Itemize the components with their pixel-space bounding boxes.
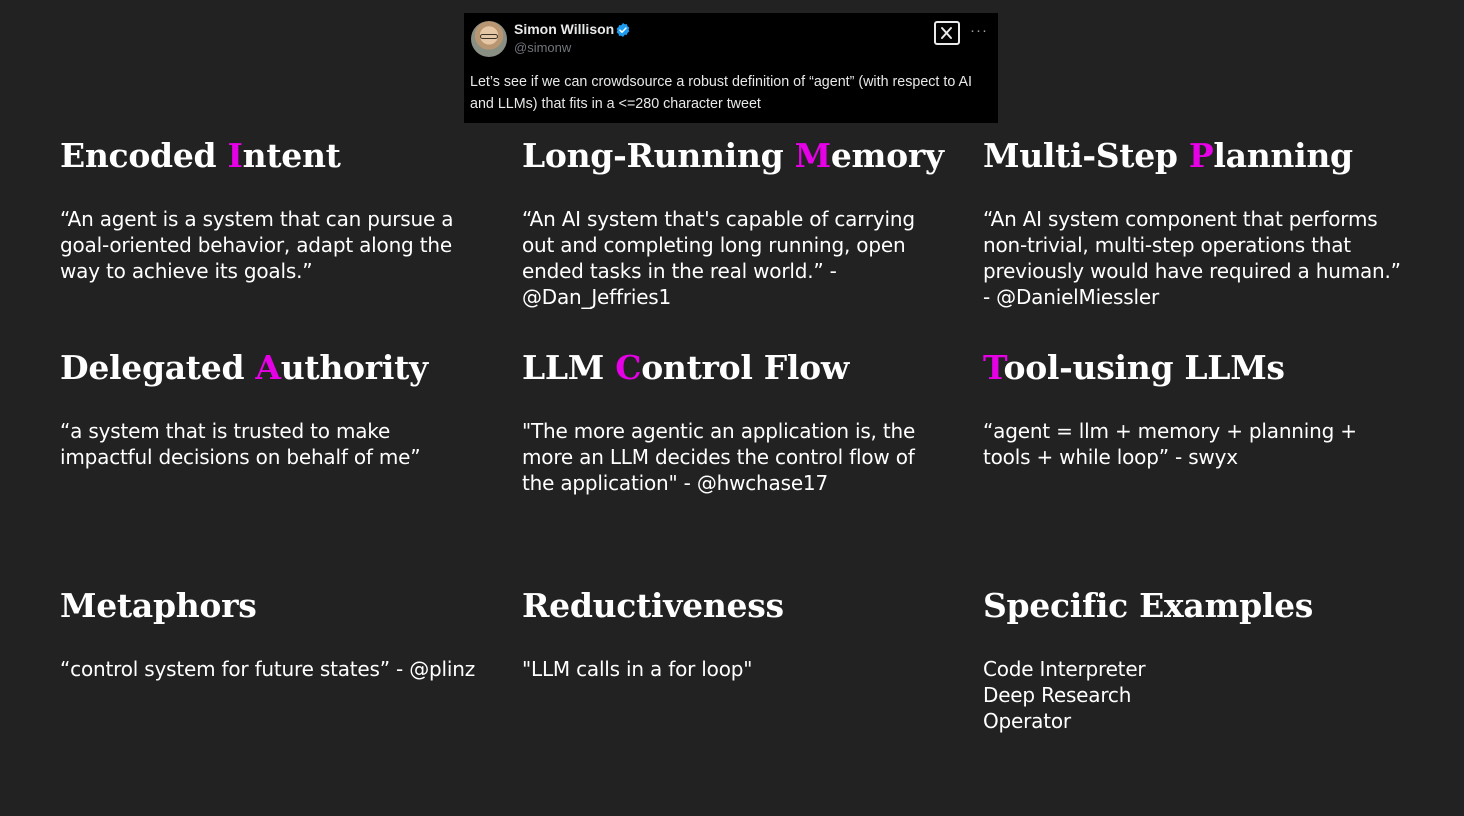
section-delegated-authority [60,348,480,470]
section-title: Long-Running Memory [522,136,944,175]
tweet-author-handle[interactable]: @simonw [514,40,572,55]
list-item: Deep Research [983,683,1132,707]
section-title: Reductiveness [522,586,784,625]
section-title: LLM Control Flow [522,348,849,387]
section-quote: “An agent is a system that can pursue a goal-oriented behavior, adapt along the way to achieve its goals.” [60,207,454,283]
highlight-letter: A [255,348,281,387]
section-quote: "LLM calls in a for loop" [522,657,753,681]
section-quote: “An AI system component that performs non-trivial, multi-step operations that previously would have required a human.” - @DanielMiessler [983,207,1401,309]
highlight-letter: T [983,348,1004,387]
list-item: Code Interpreter [983,657,1146,681]
tweet-author-name[interactable]: Simon Willison [514,21,615,37]
section-reductiveness [522,586,922,682]
section-title: Metaphors [60,586,257,625]
tweet-card[interactable] [464,13,998,123]
avatar[interactable] [471,21,507,57]
section-metaphors [60,586,480,682]
section-title: Delegated Authority [60,348,428,387]
more-options-icon[interactable]: ··· [970,22,988,39]
section-quote: “control system for future states” - @plinz [60,657,476,681]
section-title: Encoded Intent [60,136,341,175]
section-title: Tool-using LLMs [983,348,1285,387]
highlight-letter: M [794,136,831,175]
section-tool-using-llms [983,348,1403,470]
section-multi-step-planning [983,136,1403,310]
section-quote: “a system that is trusted to make impactful decisions on behalf of me” [60,419,421,469]
section-quote: “agent = llm + memory + planning + tools + while loop” - swyx [983,419,1357,469]
section-title: Specific Examples [983,586,1314,625]
verified-badge-icon [615,22,631,38]
section-quote: "The more agentic an application is, the more an LLM decides the control flow of the application" - @hwchase17 [522,419,916,495]
examples-list [983,656,1403,734]
x-logo-icon[interactable] [934,21,960,45]
section-title: Multi-Step Planning [983,136,1353,175]
section-specific-examples [983,586,1403,734]
section-long-running-memory [522,136,944,310]
highlight-letter: C [615,348,642,387]
section-llm-control-flow [522,348,922,496]
section-quote: “An AI system that's capable of carrying out and completing long running, open ended tasks in the real world.” - @Dan_Jeffries1 [522,207,915,309]
highlight-letter: I [227,136,243,175]
list-item: Operator [983,709,1071,733]
tweet-text: Let’s see if we can crowdsource a robust definition of “agent” (with respect to AI and LLMs) that fits in a <=280 character tweet [470,74,972,112]
highlight-letter: P [1188,136,1214,175]
section-encoded-intent [60,136,480,284]
